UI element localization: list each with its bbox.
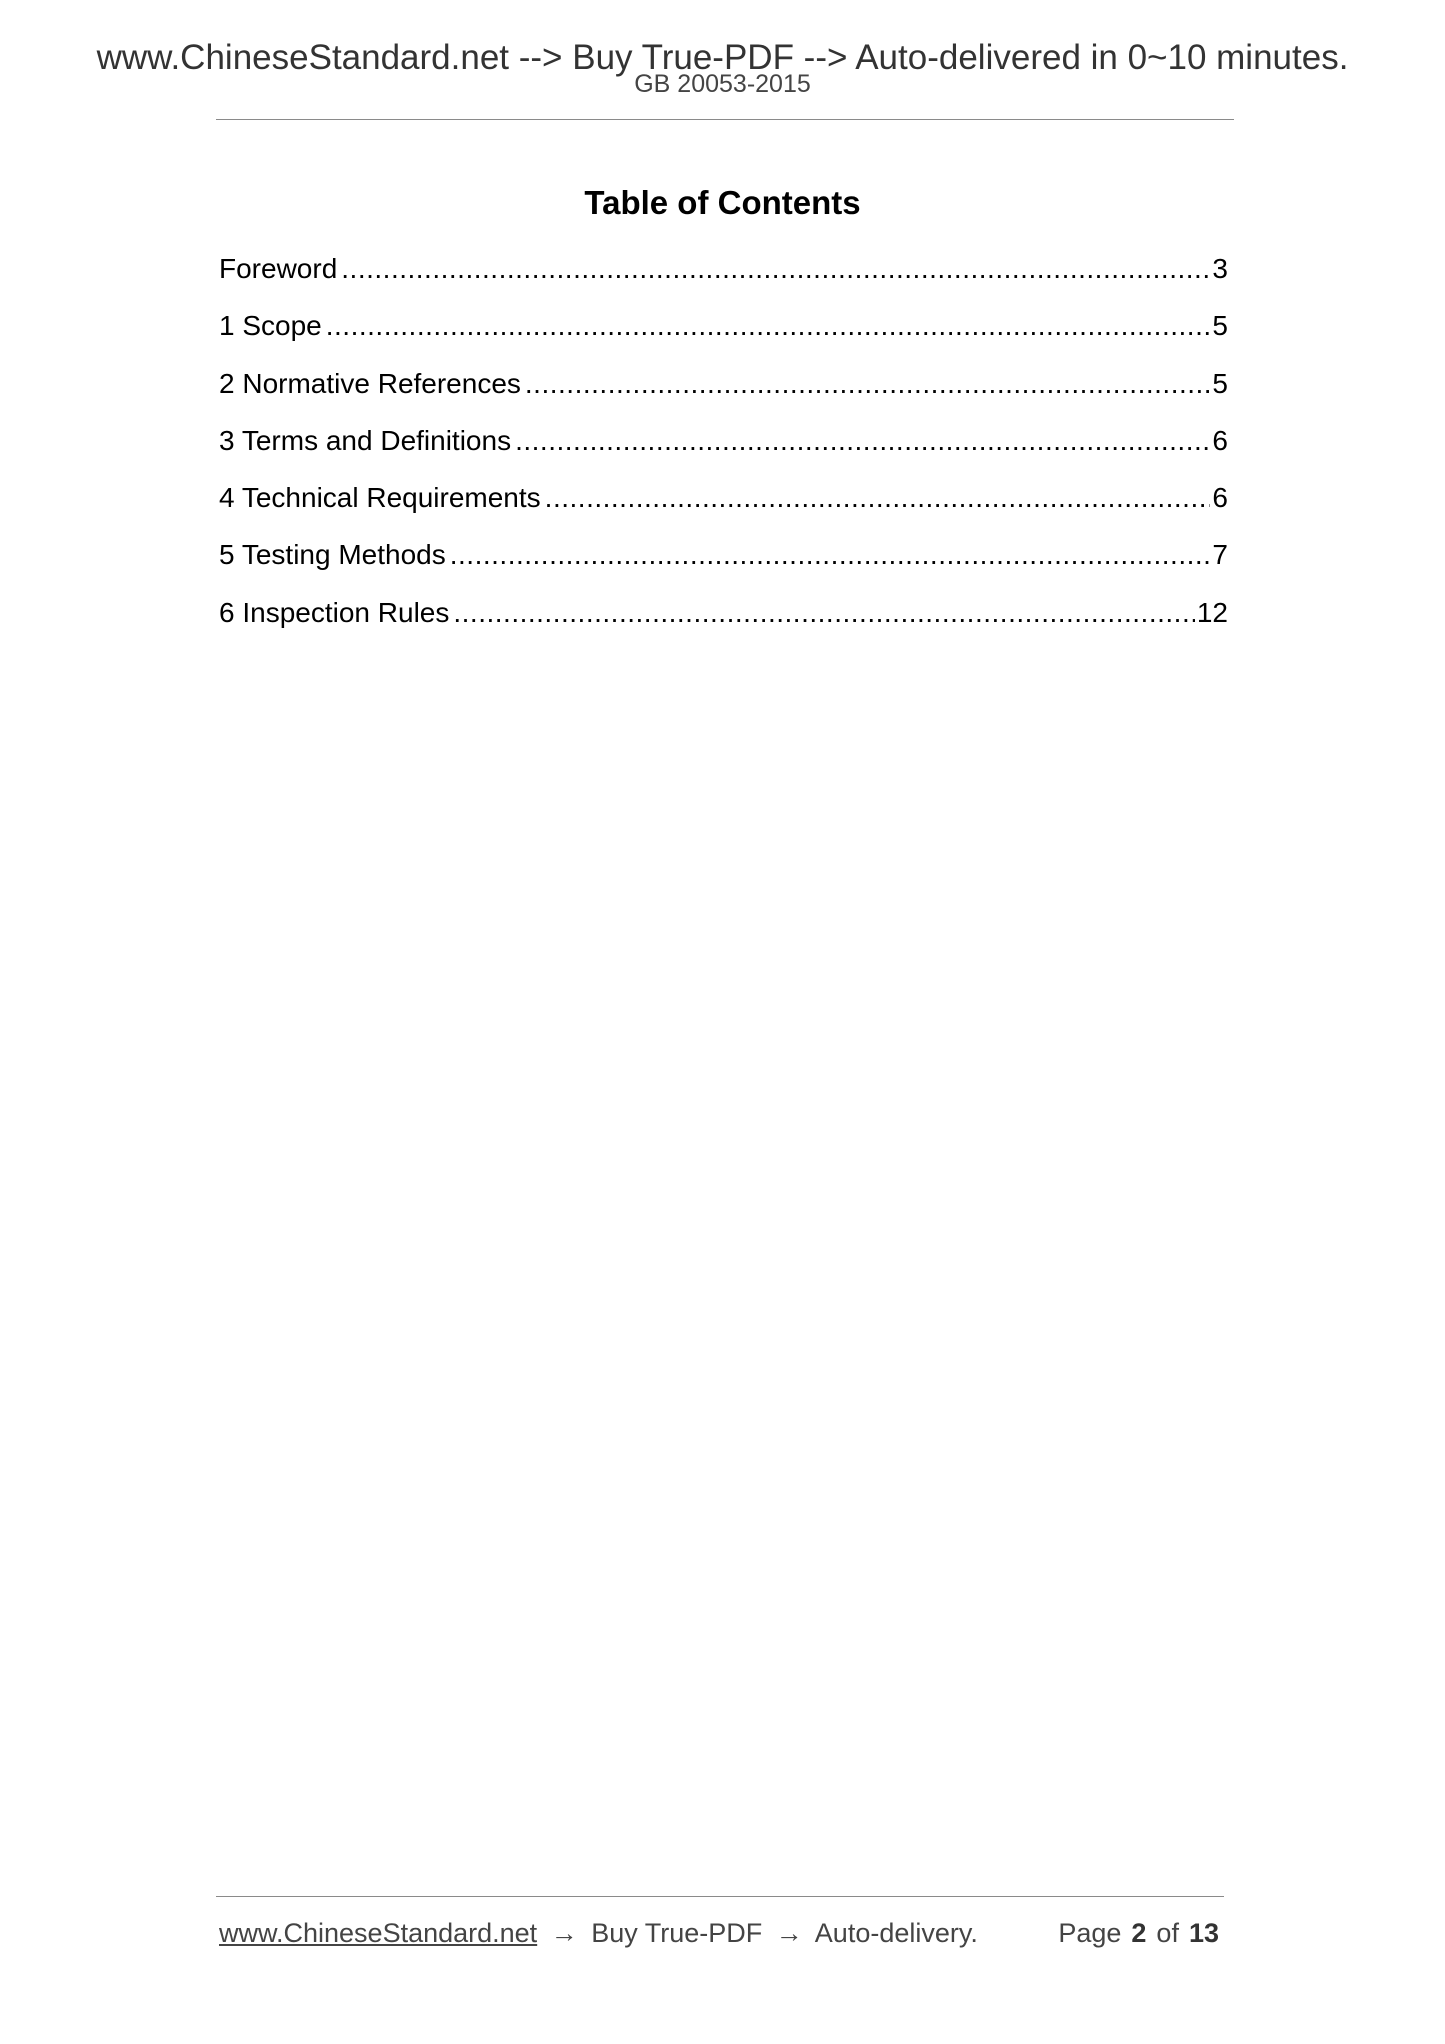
arrow-right-icon: → <box>550 1918 578 1948</box>
toc-entry-inspection-rules[interactable] <box>219 594 1228 651</box>
arrow-right-icon: → <box>775 1918 803 1948</box>
toc-leader-dots <box>453 594 1194 632</box>
toc-entry-technical-requirements[interactable] <box>219 479 1228 536</box>
total-pages-number: 13 <box>1188 1918 1219 1948</box>
toc-leader-dots <box>341 250 1210 288</box>
footer-promo <box>219 1913 978 1953</box>
toc-entry-label: 1 Scope <box>219 310 322 342</box>
toc-entry-label: 3 Terms and Definitions <box>219 424 512 456</box>
current-page-number: 2 <box>1131 1918 1147 1948</box>
toc-entry-testing-methods[interactable] <box>219 536 1228 593</box>
page-word: Page <box>1058 1918 1122 1948</box>
toc-leader-dots <box>515 422 1210 460</box>
toc-leader-dots <box>326 307 1211 345</box>
toc-entry-page: 3 <box>1212 253 1228 284</box>
toc-entry-page: 5 <box>1212 367 1228 399</box>
footer-delivery-text: Auto-delivery. <box>814 1918 978 1948</box>
toc-entry-terms-and-definitions[interactable] <box>219 422 1228 479</box>
header-divider <box>216 119 1234 120</box>
toc-entry-page: 12 <box>1196 596 1228 628</box>
toc-list <box>219 250 1228 651</box>
toc-entry-label: 5 Testing Methods <box>219 539 446 571</box>
toc-leader-dots <box>525 365 1211 403</box>
toc-title: Table of Contents <box>584 184 861 221</box>
toc-entry-page: 6 <box>1212 424 1228 456</box>
of-word: of <box>1156 1918 1179 1948</box>
toc-leader-dots <box>545 479 1211 517</box>
footer-site-link[interactable]: www.ChineseStandard.net <box>219 1918 538 1948</box>
toc-entry-label: 4 Technical Requirements <box>219 482 541 514</box>
toc-entry-foreword[interactable] <box>219 250 1228 307</box>
toc-entry-scope[interactable] <box>219 307 1228 364</box>
toc-entry-page: 7 <box>1212 539 1228 571</box>
toc-entry-label: 6 Inspection Rules <box>219 596 450 628</box>
toc-leader-dots <box>450 536 1211 574</box>
toc-entry-page: 5 <box>1212 310 1228 342</box>
footer-buy-text: Buy True-PDF <box>591 1918 763 1948</box>
toc-entry-label: Foreword <box>219 253 338 284</box>
page-number <box>1058 1913 1219 1953</box>
site-banner: www.ChineseStandard.net --> Buy True-PDF --> Auto-delivered in 0~10 minutes. <box>96 38 1349 77</box>
page-footer <box>219 1913 1223 1953</box>
toc-entry-normative-references[interactable] <box>219 365 1228 422</box>
toc-entry-page: 6 <box>1212 482 1228 514</box>
document-code: GB 20053-2015 <box>634 70 811 98</box>
footer-divider <box>216 1896 1224 1897</box>
toc-entry-label: 2 Normative References <box>219 367 521 399</box>
